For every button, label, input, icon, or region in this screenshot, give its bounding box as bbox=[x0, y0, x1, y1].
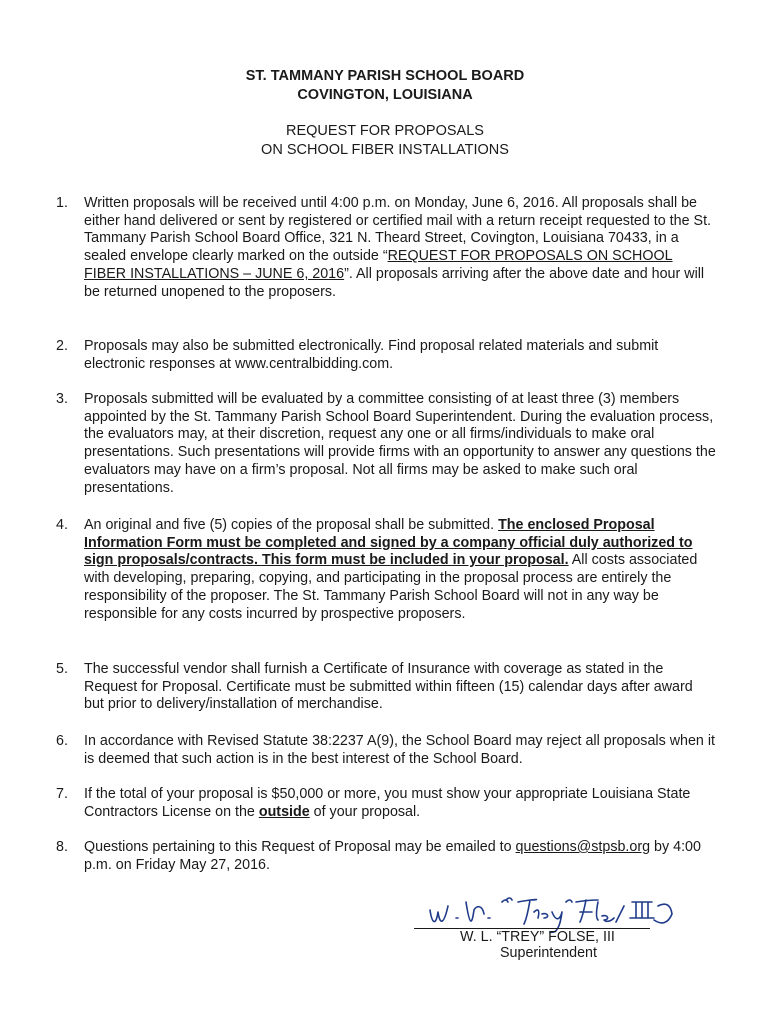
item-number: 8. bbox=[56, 839, 68, 855]
item-text: The successful vendor shall furnish a Certificate of Insurance with coverage as stated in the Request for Proposal. Certificate must be submitted within fifteen (15) calendar days after award but prior to delivery/installation of merchandise. bbox=[84, 661, 693, 713]
item-number: 5. bbox=[56, 661, 68, 677]
item-text: Questions pertaining to this Request of Proposal may be emailed to questions@stpsb.org by 4:00 p.m. on Friday May 27, 2016. bbox=[84, 839, 701, 873]
item-number: 2. bbox=[56, 338, 68, 354]
item-number: 4. bbox=[56, 517, 68, 533]
item-text: In accordance with Revised Statute 38:2237 A(9), the School Board may reject all proposals when it is deemed that such action is in the best interest of the School Board. bbox=[84, 733, 716, 767]
signer-title: Superintendent bbox=[500, 945, 597, 961]
signature-block bbox=[410, 888, 690, 968]
header-location: COVINGTON, LOUISIANA bbox=[297, 87, 473, 103]
item-text: If the total of your proposal is $50,000 or more, you must show your appropriate Louisiana State Contractors License on the outside of your proposal. bbox=[84, 786, 691, 820]
header-org: ST. TAMMANY PARISH SCHOOL BOARD bbox=[245, 68, 525, 84]
header-topic: ON SCHOOL FIBER INSTALLATIONS bbox=[261, 142, 509, 158]
header-rfp: REQUEST FOR PROPOSALS bbox=[286, 123, 484, 139]
item-text: Proposals submitted will be evaluated by a committee consisting of at least three (3) members appointed by the St. Tammany Parish School Board Superintendent. During the evaluation process, the evaluators may, at their discretion, request any one or all firms/individuals to make oral presentations. Such presentations will provide firms with an opportunity to answer any questions the evaluators may have on a firm’s proposal. Not all firms may be asked to make such oral presentations. bbox=[84, 391, 716, 496]
outside-emphasis: outside bbox=[258, 803, 310, 820]
document-subheader bbox=[0, 122, 770, 160]
item-text: An original and five (5) copies of the proposal shall be submitted. The enclosed Proposal Information Form must be completed and signed by a company official duly authorized to sign proposals/contracts. This form must be included in your proposal. All costs associated with developing, preparing, copying, and participating in the proposal process are entirely the responsibility of the proposer. The St. Tammany Parish School Board will not in any way be responsible for any costs incurred by prospective proposers. bbox=[84, 517, 698, 622]
document-header bbox=[0, 67, 770, 105]
item-number: 6. bbox=[56, 733, 68, 749]
proposal-form-requirement: The enclosed Proposal Information Form must be completed and signed by a company official duly authorized to sign proposals/contracts. This form must be included in your proposal. bbox=[84, 517, 693, 569]
contact-email-link[interactable]: questions@stpsb.org bbox=[515, 839, 651, 855]
item-text: Proposals may also be submitted electronically. Find proposal related materials and submit electronic responses at www.centralbidding.com. bbox=[84, 338, 659, 372]
item-number: 7. bbox=[56, 786, 68, 802]
signer-name: W. L. “TREY” FOLSE, III bbox=[460, 929, 615, 945]
item-number: 3. bbox=[56, 391, 68, 407]
envelope-marking: REQUEST FOR PROPOSALS ON SCHOOL FIBER INSTALLATIONS – JUNE 6, 2016 bbox=[84, 248, 673, 282]
item-text: Written proposals will be received until 4:00 p.m. on Monday, June 6, 2016. All proposals shall be either hand delivered or sent by registered or certified mail with a return receipt requested to the St. Tammany Parish School Board Office, 321 N. Theard Street, Covington, Louisiana 70433, in a sealed envelope clearly marked on the outside “REQUEST FOR PROPOSALS ON SCHOOL FIBER INSTALLATIONS – JUNE 6, 2016”. All proposals arriving after the above date and hour will be returned unopened to the proposers. bbox=[84, 195, 712, 300]
item-number: 1. bbox=[56, 195, 68, 211]
